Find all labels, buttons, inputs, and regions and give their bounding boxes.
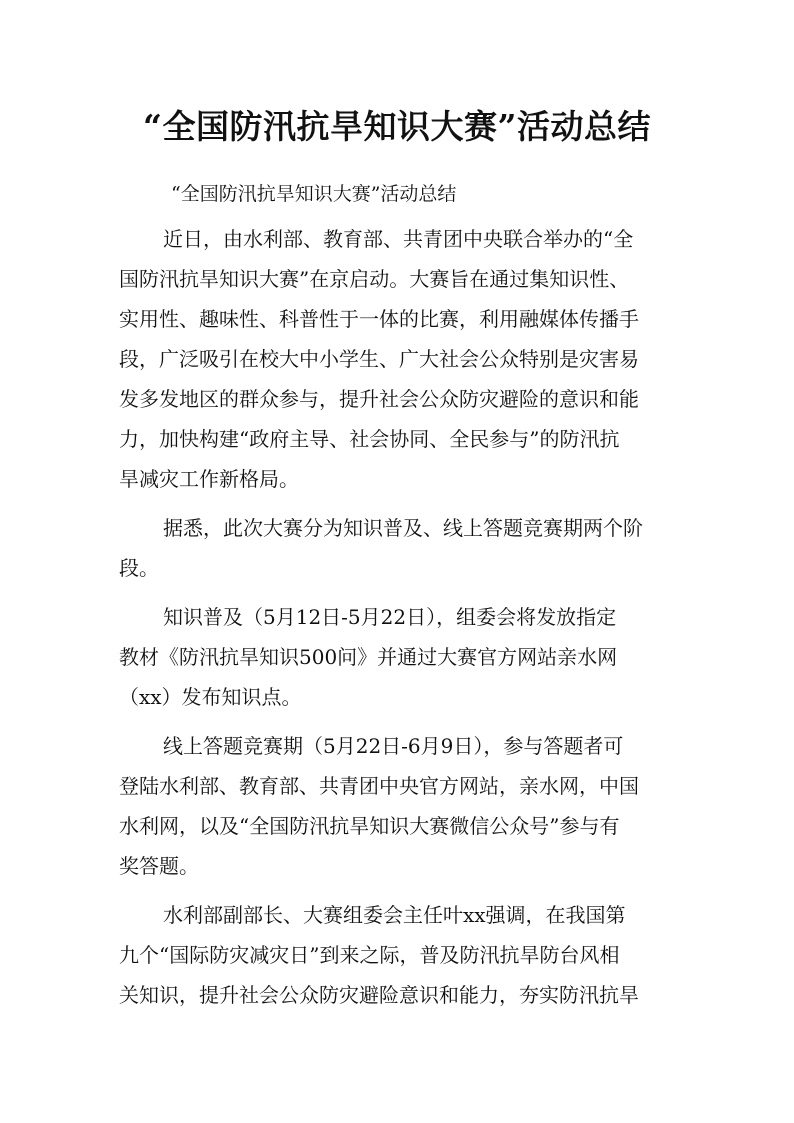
- text-line: 据悉，此次大赛分为知识普及、线上答题竞赛期两个阶: [163, 516, 643, 540]
- text-line: 水利网，以及“全国防汛抗旱知识大赛微信公众号”参与有: [119, 814, 620, 838]
- text-line: 水利部副部长、大赛组委会主任叶xx强调，在我国第: [163, 903, 626, 927]
- text-line: 线上答题竞赛期（5月22日-6月9日），参与答题者可: [163, 734, 624, 758]
- text-line: 旱减灾工作新格局。: [119, 467, 299, 491]
- text-line: 国防汛抗旱知识大赛”在京启动。大赛旨在通过集知识性、: [119, 267, 630, 291]
- document-subtitle: “全国防汛抗旱知识大赛”活动总结: [171, 183, 457, 205]
- text-line: 登陆水利部、教育部、共青团中央官方网站，亲水网，中国: [119, 774, 639, 798]
- paragraph-online-quiz: [119, 726, 684, 886]
- text-line: 近日，由水利部、教育部、共青团中央联合举办的“全: [163, 227, 634, 251]
- text-line: 实用性、趣味性、科普性于一体的比赛，利用融媒体传播手: [119, 307, 639, 331]
- text-line: 九个“国际防灾减灾日”到来之际，普及防汛抗旱防台风相: [119, 943, 620, 967]
- text-line: 知识普及（5月12日-5月22日），组委会将发放指定: [163, 605, 617, 629]
- paragraph-intro: [119, 219, 684, 499]
- paragraph-vice-minister: [119, 895, 684, 1015]
- text-line: 段。: [119, 556, 159, 580]
- paragraph-stages: [119, 508, 684, 588]
- paragraph-knowledge: [119, 597, 684, 717]
- text-line: 段，广泛吸引在校大中小学生、广大社会公众特别是灾害易: [119, 347, 639, 371]
- document-body: [119, 174, 684, 1015]
- text-line: 力，加快构建“政府主导、社会协同、全民参与”的防汛抗: [119, 427, 620, 451]
- text-line: 关知识，提升社会公众防灾避险意识和能力，夯实防汛抗旱: [119, 983, 639, 1007]
- text-line: （xx）发布知识点。: [119, 685, 302, 709]
- text-line: 奖答题。: [119, 854, 199, 878]
- text-line: 发多发地区的群众参与，提升社会公众防灾避险的意识和能: [119, 387, 639, 411]
- text-line: 教材《防汛抗旱知识500问》并通过大赛官方网站亲水网: [119, 645, 618, 669]
- document-title: “全国防汛抗旱知识大赛”活动总结: [143, 107, 651, 146]
